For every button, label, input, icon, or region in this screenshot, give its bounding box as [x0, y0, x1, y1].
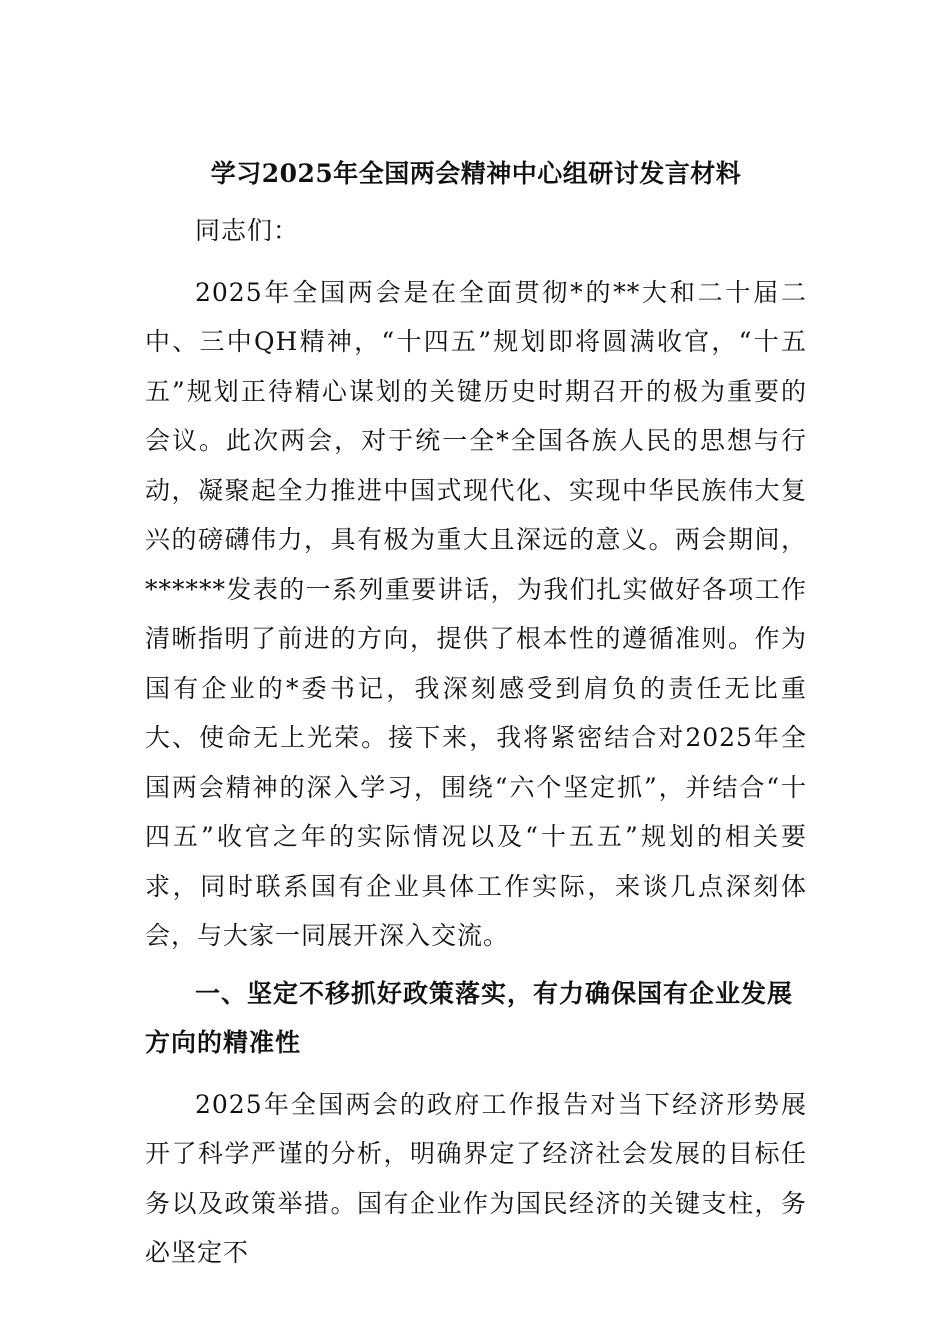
- document-body: [145, 150, 807, 1278]
- section-heading-1: 一、坚定不移抓好政策落实，有力确保国有企业发展方向的精准性: [145, 978, 794, 1057]
- intro-paragraph: 2025年全国两会是在全面贯彻*的**大和二十届二中、三中QH精神，“十四五”规划即将圆满收官，“十五五”规划正待精心谋划的关键历史时期召开的极为重要的会议。此次两会，对于统一全*全国各族人民的思想与行动，凝聚起全力推进中国式现代化、实现中华民族伟大复兴的磅礴伟力，具有极为重大且深远的意义。两会期间，******发表的一系列重要讲话，为我们扎实做好各项工作清晰指明了前进的方向，提供了根本性的遵循准则。作为国有企业的*委书记，我深刻感受到肩负的责任无比重大、使命无上光荣。接下来，我将紧密结合对2025年全国两会精神的深入学习，围绕“六个坚定抓”，并结合“十四五”收官之年的实际情况以及“十五五”规划的相关要求，同时联系国有企业具体工作实际，来谈几点深刻体会，与大家一同展开深入交流。: [145, 277, 807, 950]
- document-title: 学习2025年全国两会精神中心组研讨发言材料: [210, 159, 742, 188]
- salutation: 同志们：: [195, 216, 300, 245]
- section-1-paragraph: 2025年全国两会的政府工作报告对当下经济形势展开了科学严谨的分析，明确界定了经济社会发展的目标任务以及政策举措。国有企业作为国民经济的关键支柱，务必坚定不: [145, 1089, 807, 1267]
